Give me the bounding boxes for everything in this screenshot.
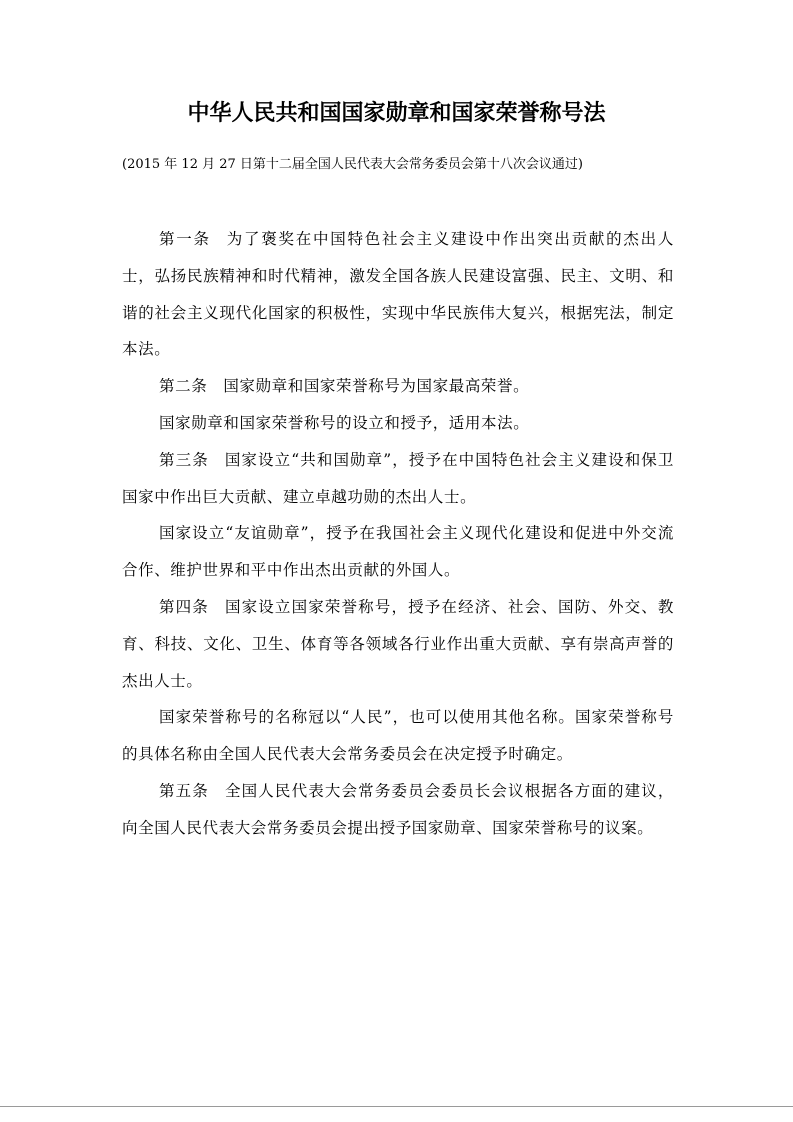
paragraph-text: 国家设立“共和国勋章”，授予在中国特色社会主义建设和保卫国家中作出巨大贡献、建立卓越功勋的杰出人士。 [122, 450, 674, 506]
article-number: 第二条 [159, 377, 208, 396]
paragraph-text: 国家勋章和国家荣誉称号的设立和授予，适用本法。 [159, 413, 530, 432]
article-number: 第三条 [159, 450, 209, 469]
document-body [122, 221, 674, 847]
paragraph-text: 国家设立国家荣誉称号，授予在经济、社会、国防、外交、教育、科技、文化、卫生、体育等各领域各行业作出重大贡献、享有崇高声誉的杰出人士。 [122, 597, 675, 690]
paragraph-text: 全国人民代表大会常务委员会委员长会议根据各方面的建议，向全国人民代表大会常务委员会提出授予国家勋章、国家荣誉称号的议案。 [122, 781, 675, 837]
paragraph-article-3 [122, 442, 674, 516]
paragraph-text: 国家荣誉称号的名称冠以“人民”，也可以使用其他名称。国家荣誉称号的具体名称由全国人民代表大会常务委员会在决定授予时确定。 [122, 708, 674, 764]
article-number: 第四条 [159, 597, 209, 616]
paragraph-article-3-clause [122, 515, 674, 589]
paragraph-text: 为了褒奖在中国特色社会主义建设中作出突出贡献的杰出人士，弘扬民族精神和时代精神，激发全国各族人民建设富强、民主、文明、和谐的社会主义现代化国家的积极性，实现中华民族伟大复兴，根据宪法，制定本法。 [122, 230, 674, 359]
paragraph-article-1 [122, 221, 674, 368]
paragraph-article-4 [122, 589, 674, 699]
document-subtitle: (2015 年 12 月 27 日第十二届全国人民代表大会常务委员会第十八次会议通过) [122, 157, 583, 172]
paragraph-text: 国家设立“友谊勋章”，授予在我国社会主义现代化建设和促进中外交流合作、维护世界和平中作出杰出贡献的外国人。 [122, 524, 674, 580]
paragraph-article-2-clause [122, 405, 674, 442]
paragraph-article-4-clause [122, 699, 674, 773]
paragraph-text: 国家勋章和国家荣誉称号为国家最高荣誉。 [223, 377, 530, 396]
document-title: 中华人民共和国国家勋章和国家荣誉称号法 [187, 101, 606, 126]
paragraph-article-2 [122, 368, 674, 405]
article-number: 第一条 [159, 230, 211, 248]
page-bottom-divider [0, 1106, 793, 1107]
paragraph-article-5 [122, 773, 674, 847]
article-number: 第五条 [159, 781, 209, 800]
